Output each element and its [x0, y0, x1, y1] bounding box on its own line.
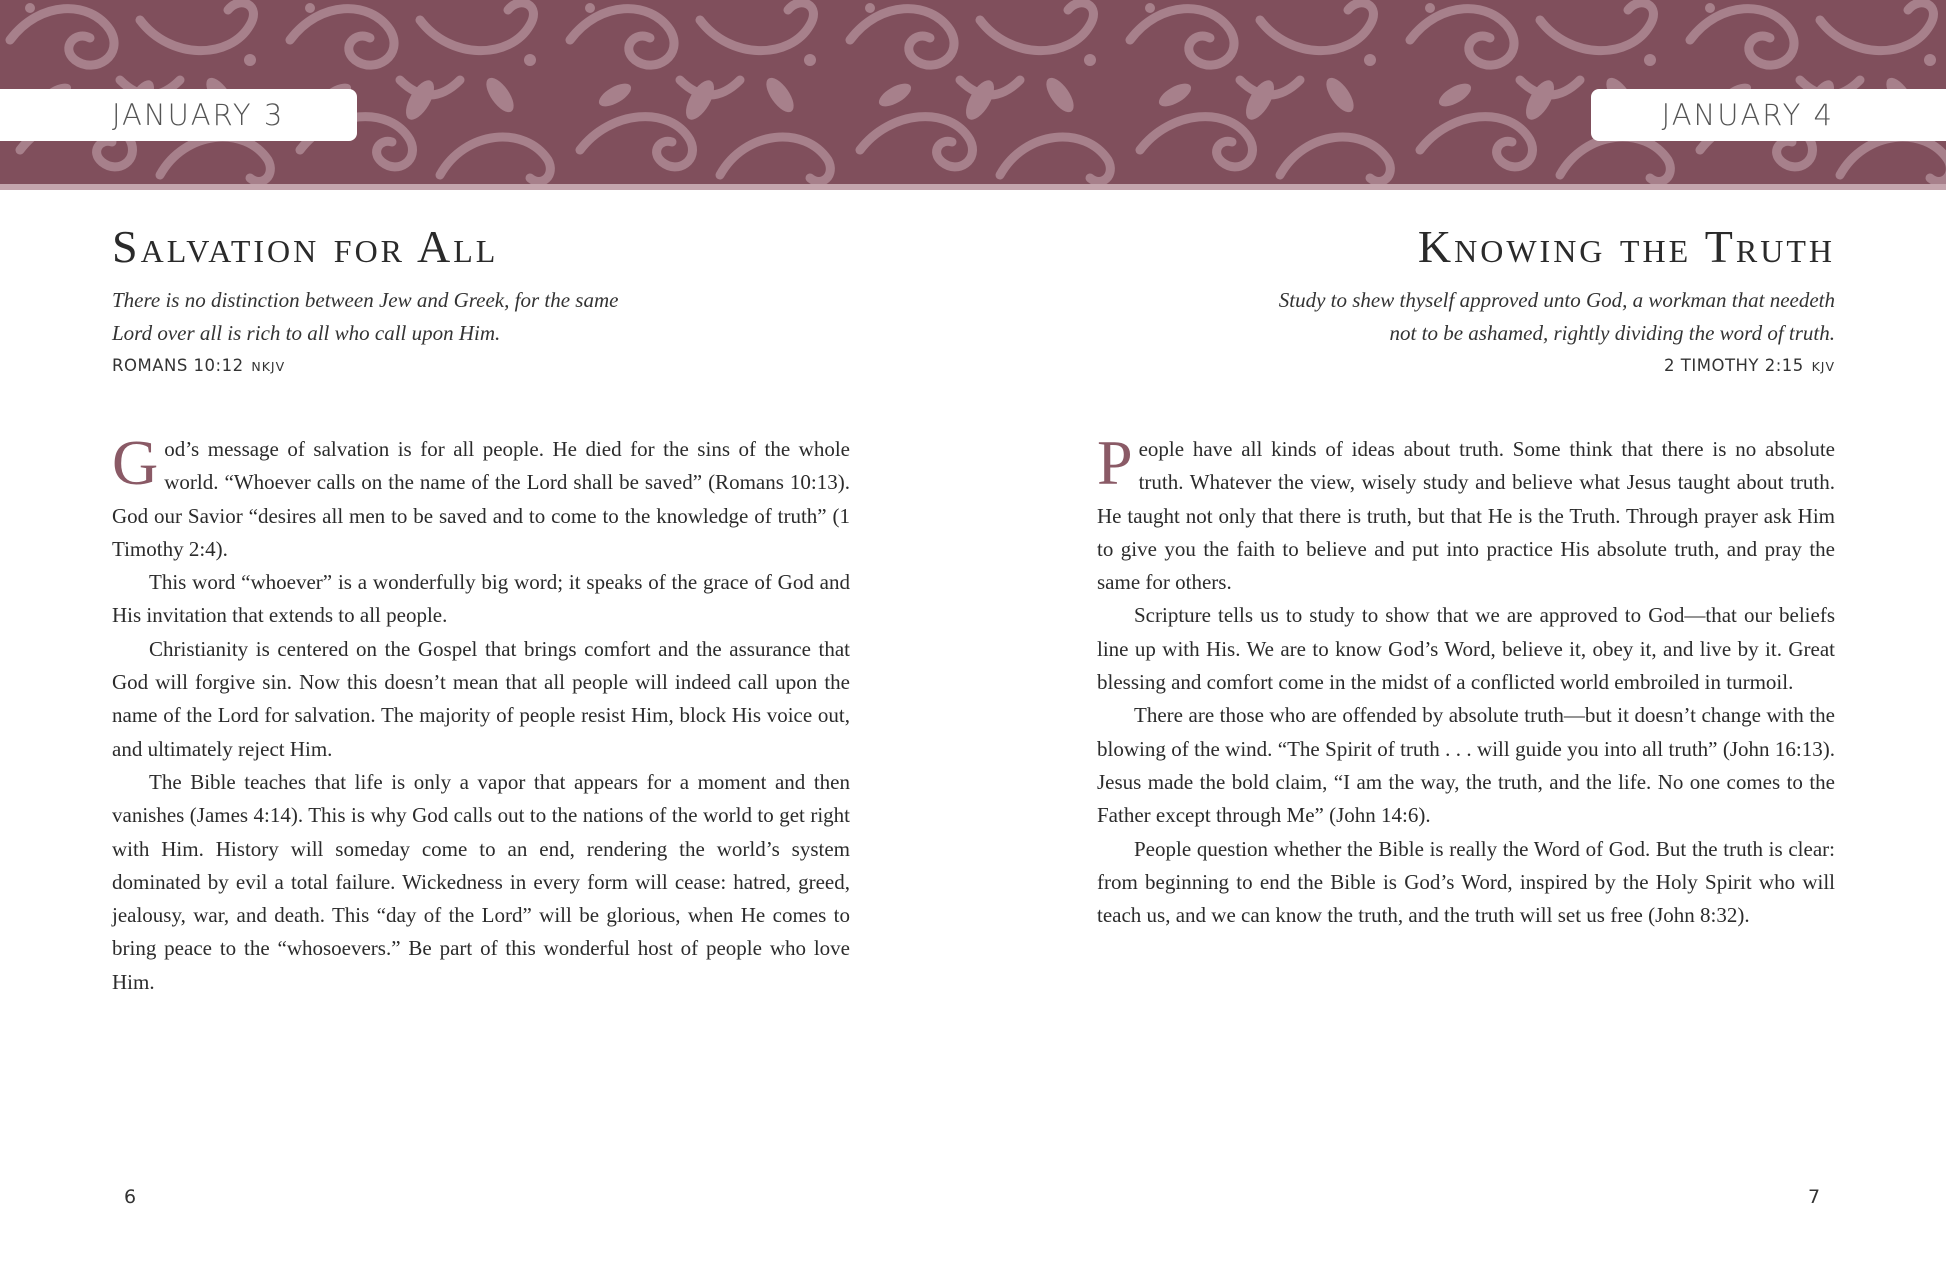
date-tab-right: JANUARY 4: [1591, 89, 1946, 141]
left-body-text: [112, 427, 850, 999]
left-paragraph: Christianity is centered on the Gospel that brings comfort and the assurance that God will forgive sin. Now this doesn’t mean that all people will indeed call upon the name of the Lord for salvation. The majority of people resist Him, block His voice out, and ultimately reject Him.: [112, 636, 850, 761]
left-translation: NKJV: [251, 359, 286, 374]
left-verse-line: There is no distinction between Jew and Greek, for the same: [112, 288, 619, 312]
banner-edge: [0, 184, 1946, 190]
right-verse-line: Study to shew thyself approved unto God, a workman that needeth: [1278, 288, 1835, 312]
date-tab-left: JANUARY 3: [0, 89, 357, 141]
right-body-text: [1097, 427, 1835, 932]
left-paragraph: The Bible teaches that life is only a vapor that appears for a moment and then vanishes (James 4:14). This is why God calls out to the nations of the world to get right with Him. History will someday come to an end, rendering the world’s system dominated by evil a total failure. Wickedness in every form will cease: hatred, greed, jealousy, war, and death. This “day of the Lord” will be glorious, when He comes to bring peace to the “whosoevers.” Be part of this wonderful host of people who love Him.: [112, 769, 850, 994]
right-paragraph: People question whether the Bible is really the Word of God. But the truth is clear: from beginning to end the Bible is God’s Word, inspired by the Holy Spirit who will teach us, and we can know the truth, and the truth will set us free (John 8:32).: [1097, 836, 1835, 928]
left-verse-line: Lord over all is rich to all who call upon Him.: [112, 321, 501, 345]
right-paragraph: Scripture tells us to study to show that we are approved to God—that our beliefs line up with His. We are to know God’s Word, believe it, obey it, and live by it. Great blessing and comfort come in the midst of a conflicted world embroiled in turmoil.: [1097, 603, 1835, 695]
left-paragraph: This word “whoever” is a wonderfully big word; it speaks of the grace of God and His invitation that extends to all people.: [112, 570, 850, 628]
right-translation: KJV: [1811, 359, 1835, 374]
left-reference-text: ROMANS 10:12: [112, 356, 244, 375]
left-key-verse: [112, 284, 850, 350]
right-verse-reference: [1097, 356, 1835, 375]
right-paragraph: There are those who are offended by absolute truth—but it doesn’t change with the blowing of the wind. “The Spirit of truth . . . will guide you into all truth” (John 16:13). Jesus made the bold claim, “I am the way, the truth, and the life. No one comes to the Father except through Me” (John 14:6).: [1097, 703, 1835, 828]
left-paragraph: [112, 427, 850, 566]
right-dropcap: P: [1097, 427, 1133, 498]
right-key-verse: [1097, 284, 1835, 350]
right-paragraph: [1097, 427, 1835, 599]
left-verse-reference: [112, 356, 850, 375]
right-paragraph-text: eople have all kinds of ideas about truth. Some think that there is no absolute truth. Whatever the view, wisely study and believe what Jesus taught about truth. He taught not only that there is truth, but that He is the Truth. Through prayer ask Him to give you the faith to believe and put into practice His absolute truth, and pray the same for others.: [1097, 437, 1835, 595]
right-verse-line: not to be ashamed, rightly dividing the word of truth.: [1389, 321, 1835, 345]
left-dropcap: G: [112, 427, 159, 498]
page-number-right: 7: [1808, 1186, 1821, 1208]
right-reference-text: 2 TIMOTHY 2:15: [1664, 356, 1804, 375]
left-page-title: Salvation for All: [112, 221, 499, 272]
page-number-left: 6: [124, 1186, 137, 1208]
left-paragraph-text: od’s message of salvation is for all people. He died for the sins of the whole world. “Whoever calls on the name of the Lord shall be saved” (Romans 10:13). God our Savior “desires all men to be saved and to come to the knowledge of truth” (1 Timothy 2:4).: [112, 437, 850, 561]
right-page-title: Knowing the Truth: [1417, 221, 1835, 272]
